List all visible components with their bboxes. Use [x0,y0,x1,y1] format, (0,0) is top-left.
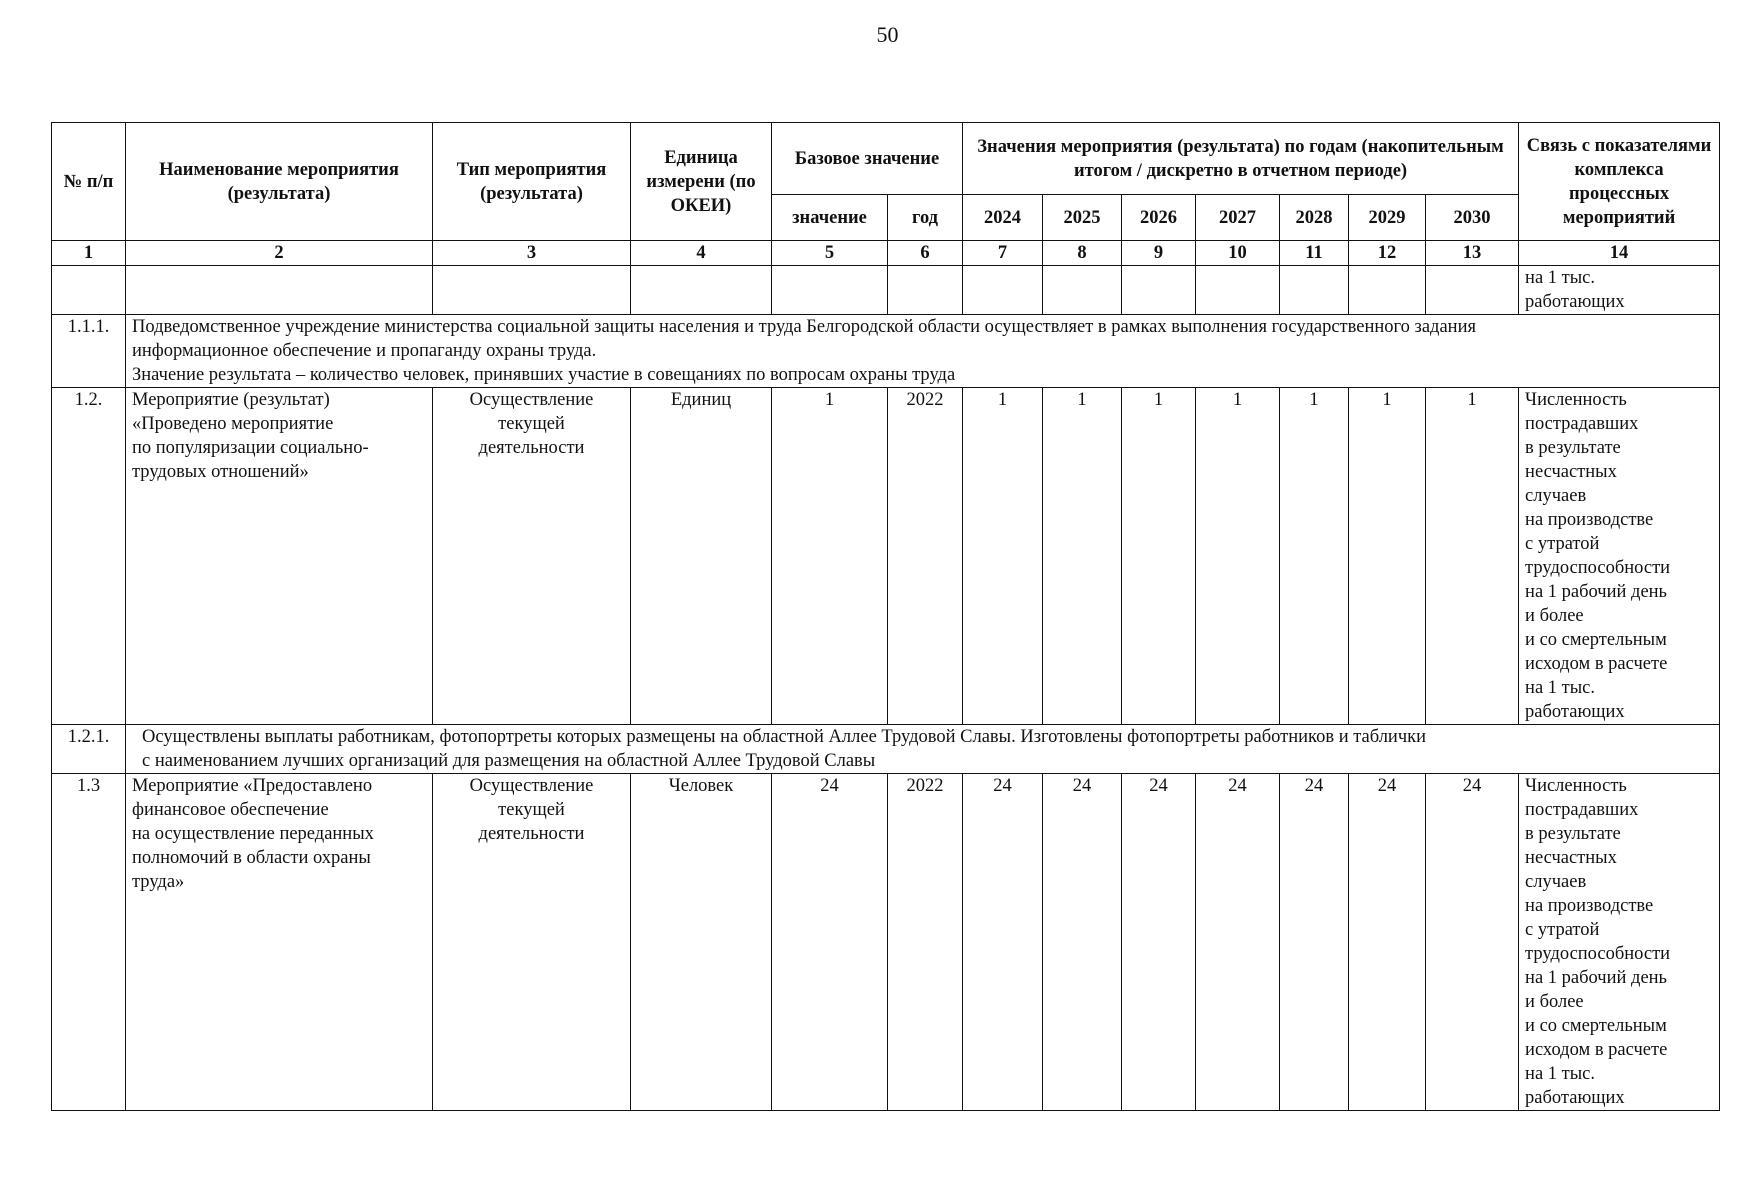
year-value: 24 [963,774,1043,1111]
year-value: 24 [1280,774,1349,1111]
row-1-2 [52,388,1720,725]
text-line: несчастных [1525,848,1617,868]
result-description [126,725,1720,774]
text-line: Значение результата – количество человек, принявших участие в совещаниях по вопросам охраны труда [132,365,956,385]
text-line: трудоспособности [1525,944,1671,964]
text-line: финансовое обеспечение [132,800,329,820]
text-line: случаев [1525,486,1587,506]
text-line: на 1 рабочий день [1525,582,1667,602]
measure-name [126,388,433,725]
text-line: Мероприятие «Предоставлено [132,776,373,796]
column-number: 6 [888,241,963,266]
header-base: Базовое значение [772,123,963,195]
text-line: и более [1525,606,1584,626]
header-year: 2030 [1426,195,1519,241]
column-number: 7 [963,241,1043,266]
base-value: 24 [772,774,888,1111]
text-line: на производстве [1525,510,1654,530]
column-number: 11 [1280,241,1349,266]
text-line: несчастных [1525,462,1617,482]
link-cell [1519,774,1720,1111]
text-line: случаев [1525,872,1587,892]
text-line: и со смертельным [1525,630,1667,650]
header-year: 2026 [1122,195,1196,241]
text-line: на 1 тыс. [1525,1064,1596,1084]
header-row-1 [52,123,1720,195]
row-1-3 [52,774,1720,1111]
header-years-group: Значения мероприятия (результата) по годам (накопительным итогом / дискретно в отчетном периоде) [963,123,1519,195]
header-type: Тип мероприятия (результата) [433,123,631,241]
measure-type [433,388,631,725]
text-line: по популяризации социально- [132,438,369,458]
base-year: 2022 [888,774,963,1111]
year-value: 24 [1349,774,1426,1111]
header-unit: Единица измерени (по ОКЕИ) [631,123,772,241]
header-year: 2029 [1349,195,1426,241]
year-value: 24 [1122,774,1196,1111]
header-year: 2025 [1043,195,1122,241]
page-number: 50 [876,22,899,47]
text-line: на 1 рабочий день [1525,968,1667,988]
header-name: Наименование мероприятия (результата) [126,123,433,241]
unit: Единиц [631,388,772,725]
measure-type [433,774,631,1111]
measure-name [126,774,433,1111]
text-line: Численность [1525,776,1627,796]
base-value: 1 [772,388,888,725]
row-number: 1.2.1. [52,725,126,774]
text-line: с наименованием лучших организаций для размещения на областной Аллее Трудовой Славы [142,751,876,771]
text-line: на 1 тыс. [1525,268,1596,288]
link-cell [1519,388,1720,725]
year-value: 24 [1043,774,1122,1111]
text-line: трудоспособности [1525,558,1671,578]
column-number: 4 [631,241,772,266]
year-value: 1 [1196,388,1280,725]
row-number: 1.2. [52,388,126,725]
text-line: Осуществление [469,776,594,796]
text-line: на производстве [1525,896,1654,916]
column-number: 1 [52,241,126,266]
column-number: 5 [772,241,888,266]
text-line: текущей [498,414,565,434]
text-line: на 1 тыс. [1525,678,1596,698]
column-number: 9 [1122,241,1196,266]
text-line: текущей [498,800,565,820]
header-year: 2024 [963,195,1043,241]
text-line: трудовых отношений» [132,462,309,482]
year-value: 1 [1122,388,1196,725]
text-line: на осуществление переданных [132,824,374,844]
row-number: 1.1.1. [52,315,126,388]
header-base-value: значение [772,195,888,241]
column-number: 14 [1519,241,1720,266]
column-number: 13 [1426,241,1519,266]
year-value: 1 [1043,388,1122,725]
continuation-row [52,266,1720,315]
text-line: с утратой [1525,534,1600,554]
year-value: 24 [1426,774,1519,1111]
text-line: исходом в расчете [1525,1040,1668,1060]
text-line: Осуществление [469,390,594,410]
header-num: № п/п [52,123,126,241]
column-number: 2 [126,241,433,266]
text-line: Осуществлены выплаты работникам, фотопортреты которых размещены на областной Аллее Трудовой Славы. Изготовлены фотопортреты работников и таблички [142,727,1427,747]
text-line: исходом в расчете [1525,654,1668,674]
text-line: полномочий в области охраны [132,848,371,868]
text-line: и со смертельным [1525,1016,1667,1036]
text-line: пострадавших [1525,414,1639,434]
year-value: 1 [1426,388,1519,725]
text-line: и более [1525,992,1584,1012]
column-number: 8 [1043,241,1122,266]
header-year: 2027 [1196,195,1280,241]
text-line: Мероприятие (результат) [132,390,330,410]
year-value: 1 [1349,388,1426,725]
text-line: деятельности [478,824,585,844]
measures-table [51,122,1720,1111]
text-line: информационное обеспечение и пропаганду охраны труда. [132,341,597,361]
header-link: Связь с показателями комплекса процессных мероприятий [1519,123,1720,241]
text-line: «Проведено мероприятие [132,414,334,434]
column-number: 12 [1349,241,1426,266]
column-number-row [52,241,1720,266]
text-line: работающих [1525,702,1625,722]
text-line: в результате [1525,824,1621,844]
link-cell [1519,266,1720,315]
base-year: 2022 [888,388,963,725]
column-number: 10 [1196,241,1280,266]
text-line: пострадавших [1525,800,1639,820]
unit: Человек [631,774,772,1111]
text-line: Численность [1525,390,1627,410]
result-description [126,315,1720,388]
year-value: 24 [1196,774,1280,1111]
text-line: с утратой [1525,920,1600,940]
text-line: в результате [1525,438,1621,458]
column-number: 3 [433,241,631,266]
header-year: 2028 [1280,195,1349,241]
text-line: Подведомственное учреждение министерства социальной защиты населения и труда Белгородской области осуществляет в рамках выполнения государственного задания [132,317,1476,337]
header-base-year: год [888,195,963,241]
text-line: труда» [132,872,185,892]
row-1-1-1 [52,315,1720,388]
text-line: деятельности [478,438,585,458]
year-value: 1 [1280,388,1349,725]
row-number: 1.3 [52,774,126,1111]
text-line: работающих [1525,1088,1625,1108]
row-1-2-1 [52,725,1720,774]
text-line: работающих [1525,292,1625,312]
year-value: 1 [963,388,1043,725]
